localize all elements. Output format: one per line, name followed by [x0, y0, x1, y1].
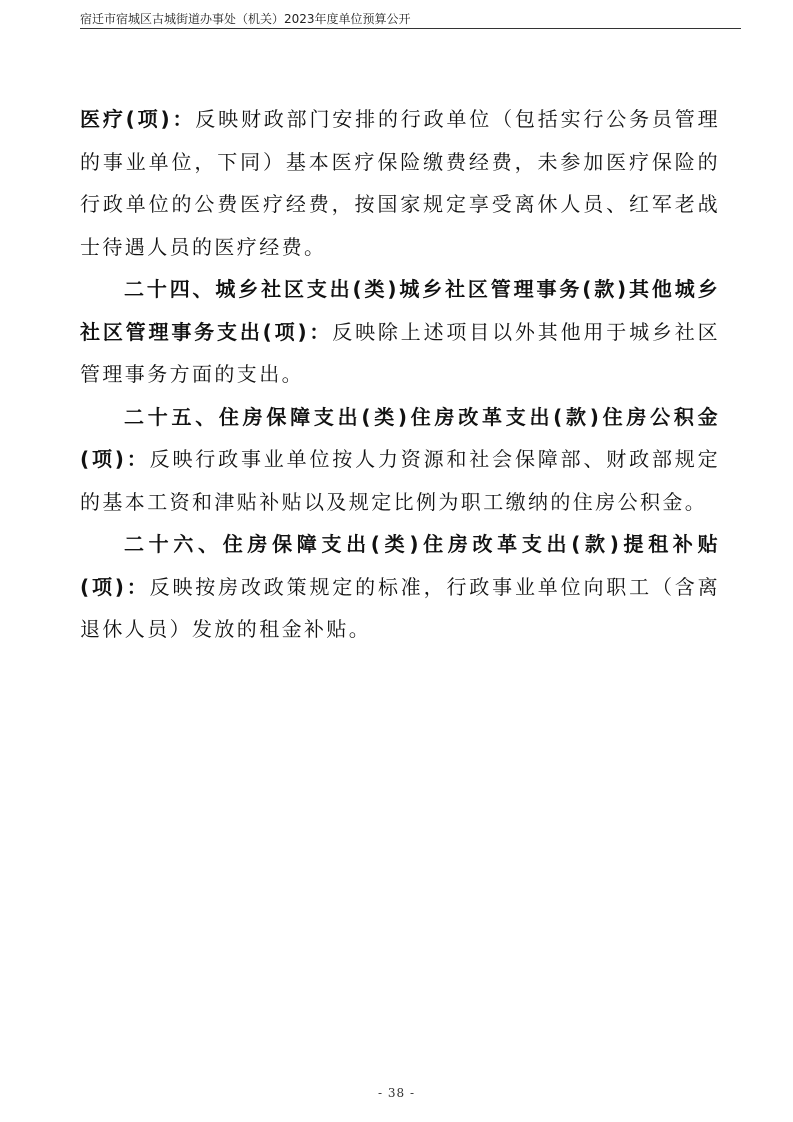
- page-number: - 38 -: [377, 1086, 415, 1100]
- paragraph-item-24: [80, 268, 720, 396]
- paragraph-heading: 二十四、城乡社区支出(类)城乡社区管理事务(款)其他城乡社区管理事务支出(项)：: [80, 277, 720, 344]
- paragraph-item-25: [80, 396, 720, 524]
- header-divider: [80, 28, 741, 29]
- paragraph-text: 反映财政部门安排的行政单位（包括实行公务员管理的事业单位，下同）基本医疗保险缴费经费，未参加医疗保险的行政单位的公费医疗经费，按国家规定享受离休人员、红军老战士待遇人员的医疗经费。: [80, 107, 720, 259]
- paragraph-item-26: [80, 523, 720, 651]
- document-body: [80, 98, 720, 651]
- document-header: 宿迁市宿城区古城街道办事处（机关）2023年度单位预算公开: [80, 12, 411, 26]
- paragraph-text: 反映行政事业单位按人力资源和社会保障部、财政部规定的基本工资和津贴补贴以及规定比例为职工缴纳的住房公积金。: [80, 447, 721, 514]
- paragraph-medical: [80, 98, 720, 268]
- paragraph-text: 反映除上述项目以外其他用于城乡社区管理事务方面的支出。: [80, 319, 720, 386]
- paragraph-heading: 医疗(项)：: [80, 107, 196, 131]
- paragraph-heading: 二十五、住房保障支出(类)住房改革支出(款)住房公积金(项)：: [80, 404, 720, 471]
- paragraph-heading: 二十六、住房保障支出(类)住房改革支出(款)提租补贴(项)：: [80, 532, 720, 599]
- paragraph-text: 反映按房改政策规定的标准，行政事业单位向职工（含离退休人员）发放的租金补贴。: [80, 574, 721, 641]
